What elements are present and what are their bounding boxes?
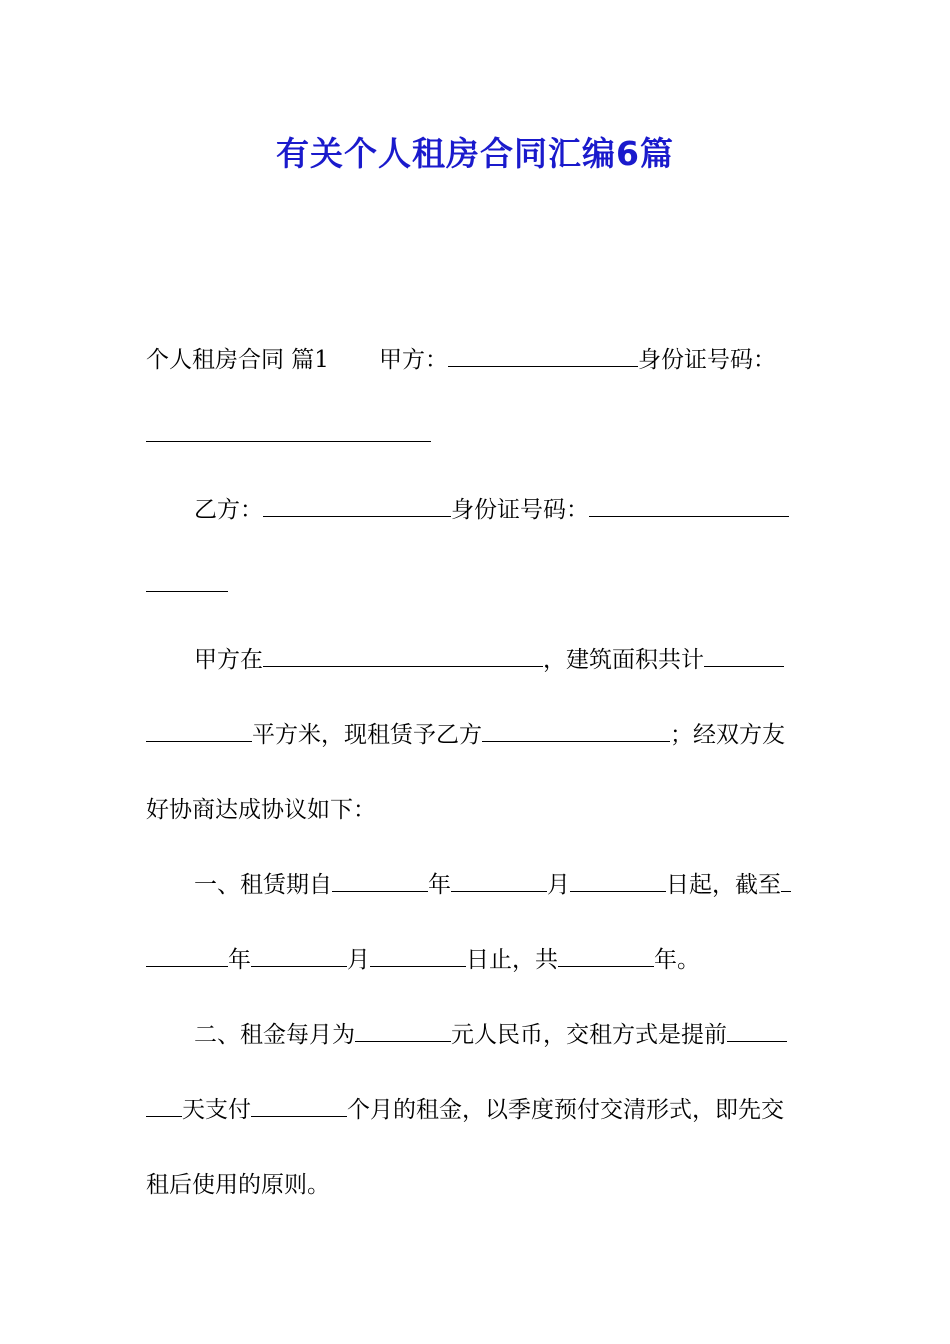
party-b-blank <box>263 496 451 517</box>
start-month-blank <box>451 871 547 892</box>
area-blank-cont <box>146 721 252 742</box>
days-label: 天支付 <box>182 1097 251 1123</box>
end-month-blank <box>251 946 347 967</box>
party-b-id-line <box>146 570 810 600</box>
year-label: 年 <box>228 947 251 973</box>
advance-days-blank <box>727 1021 787 1042</box>
party-a-blank <box>448 346 638 367</box>
start-year-blank <box>332 871 428 892</box>
property-line <box>194 645 810 675</box>
property-area-text: ，建筑面积共计 <box>543 647 704 673</box>
end-year-blank <box>781 871 791 892</box>
party-b-id-label: 身份证号码： <box>451 497 589 523</box>
term-end-label: 年。 <box>654 947 700 973</box>
contract-heading: 个人租房合同 篇1 <box>146 347 329 373</box>
lease-blank <box>482 721 670 742</box>
total-years-blank <box>558 946 654 967</box>
start-day-blank <box>570 871 666 892</box>
advance-days-blank-cont <box>146 1096 182 1117</box>
property-address-blank <box>263 646 543 667</box>
day-to-label: 日止，共 <box>466 947 558 973</box>
months-text: 个月的租金，以季度预付交清形式，即先交 <box>347 1097 784 1123</box>
month-label: 月 <box>547 872 570 898</box>
party-b-id-blank-cont <box>146 571 228 592</box>
rent-end-line <box>146 1170 810 1200</box>
month-label: 月 <box>347 947 370 973</box>
end-year-blank-cont <box>146 946 228 967</box>
party-b-id-blank <box>589 496 789 517</box>
term-prefix: 一、租赁期自 <box>194 872 332 898</box>
party-a-id-line <box>146 420 810 450</box>
year-label: 年 <box>428 872 451 898</box>
lease-line <box>146 720 810 750</box>
rent-end-text: 租后使用的原则。 <box>146 1172 330 1198</box>
day-from-label: 日起，截至 <box>666 872 781 898</box>
term-end-line <box>146 945 810 975</box>
party-b-label: 乙方： <box>194 497 263 523</box>
rent-amount-blank <box>355 1021 451 1042</box>
agree-line <box>146 795 810 825</box>
party-a-label: 甲方： <box>378 347 448 373</box>
party-a-id-blank <box>146 421 431 442</box>
area-blank <box>704 646 784 667</box>
document-title: 有关个人租房合同汇编6篇 <box>276 134 674 173</box>
party-a-id-label: 身份证号码： <box>637 347 776 373</box>
rent-mid-text: 元人民币，交租方式是提前 <box>451 1022 727 1048</box>
party-a-line <box>146 345 810 375</box>
rent-line <box>194 1020 810 1050</box>
property-prefix: 甲方在 <box>194 647 263 673</box>
rent-payment-line <box>146 1095 810 1125</box>
rent-prefix: 二、租金每月为 <box>194 1022 355 1048</box>
months-blank <box>251 1096 347 1117</box>
area-unit-text: 平方米，现租赁予乙方 <box>252 722 482 748</box>
agree-end-text: 好协商达成协议如下： <box>146 797 376 823</box>
end-day-blank <box>370 946 466 967</box>
party-b-line <box>194 495 810 525</box>
term-line <box>194 870 810 900</box>
agree-text: ；经双方友 <box>670 722 785 748</box>
